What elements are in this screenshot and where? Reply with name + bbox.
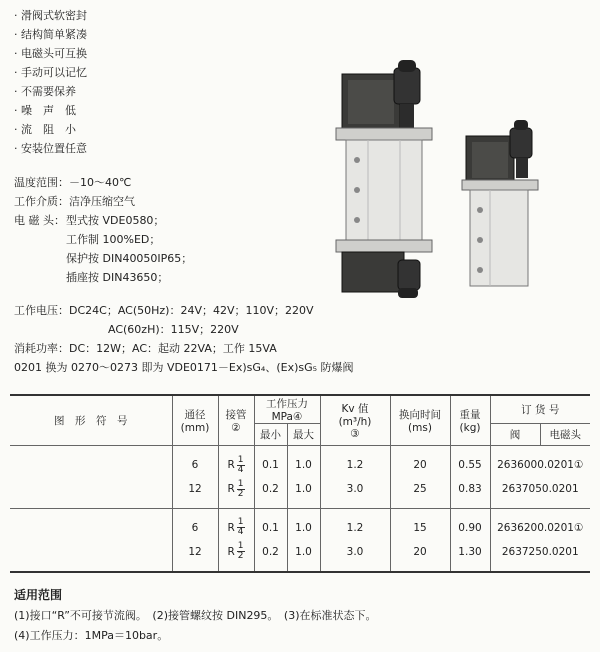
header-order: 订 货 号 [490,395,590,424]
notes-title: 适用范围 [14,588,63,602]
symbol-cell [10,446,172,509]
feature-item: · 不需要保养 [14,85,76,98]
header-max: 最大 [287,424,320,446]
table-row [10,509,590,572]
header-bore: 通径 (mm) [172,395,218,446]
spec-coil-line: 型式按 VDE0580； [66,214,165,227]
feature-item: · 结构简单紧凑 [14,28,87,41]
spec-explosion-proof: 0201 换为 0270～0273 即为 VDE0171－Ex)sG₄、(Ex)sG₅ 防爆阀 [14,361,354,374]
header-pressure: 工作压力 MPa④ [254,395,320,424]
header-weight: 重量 (kg) [450,395,490,446]
spec-coil-label: 电 磁 头： [14,214,65,227]
spec-coil-line: 工作制 100%ED； [66,233,161,246]
switch-time-cell: 15 20 [390,509,450,572]
header-switch-time: 换向时间 (ms) [390,395,450,446]
spec-coil-line: 保护按 DIN40050IP65； [66,252,193,265]
header-min: 最小 [254,424,287,446]
feature-item: · 滑阀式软密封 [14,9,87,22]
feature-item: · 安装位置任意 [14,142,87,155]
feature-item: · 流 阻 小 [14,123,76,136]
spec-power: 消耗功率：DC：12W；AC：起动 22VA；工作 15VA [14,342,277,355]
solenoid-valve-large-image [328,60,440,300]
order-number-cell: 2636000.0201① 2637050.0201 [490,446,590,509]
notes-line: (1)接口“R”不可接节流阀。 (2)接管螺纹按 DIN295。 (3)在标准状态下。 [14,609,377,622]
table-row [10,446,590,509]
feature-item: · 电磁头可互换 [14,47,87,60]
pressure-max-cell: 1.0 1.0 [287,446,320,509]
pressure-min-cell: 0.1 0.2 [254,446,287,509]
header-order-coil: 电磁头 [540,424,590,446]
symbol-cell [10,509,172,572]
feature-item: · 噪 声 低 [14,104,76,117]
switch-time-cell: 20 25 [390,446,450,509]
kv-cell: 1.2 3.0 [320,446,390,509]
weight-cell: 0.55 0.83 [450,446,490,509]
pressure-max-cell: 1.0 1.0 [287,509,320,572]
port-cell: R $\frac{1}{4}$ R $\frac{1}{2}$ [218,446,254,509]
spec-voltage-ac60: AC(60zH)：115V；220V [108,323,239,336]
spec-coil-line: 插座按 DIN43650； [66,271,169,284]
spec-medium: 工作介质：洁净压缩空气 [14,195,135,208]
header-symbol: 图 形 符 号 [10,395,172,446]
solenoid-valve-small-image [460,120,550,290]
kv-cell: 1.2 3.0 [320,509,390,572]
header-kv: Kv 值 (m³/h) ③ [320,395,390,446]
bore-cell: 6 12 [172,509,218,572]
order-number-cell: 2636200.0201① 2637250.0201 [490,509,590,572]
header-port: 接管 ② [218,395,254,446]
spec-voltage: 工作电压：DC24C；AC(50Hz)：24V；42V；110V；220V [14,304,314,317]
notes-line: (4)工作压力：1MPa＝10bar。 [14,629,169,642]
port-cell: R $\frac{1}{4}$ R $\frac{1}{2}$ [218,509,254,572]
header-order-valve: 阀 [490,424,540,446]
weight-cell: 0.90 1.30 [450,509,490,572]
feature-item: · 手动可以记忆 [14,66,87,79]
bore-cell: 6 12 [172,446,218,509]
pressure-min-cell: 0.1 0.2 [254,509,287,572]
spec-table [10,394,590,573]
spec-temperature: 温度范围：－10～40℃ [14,176,132,189]
